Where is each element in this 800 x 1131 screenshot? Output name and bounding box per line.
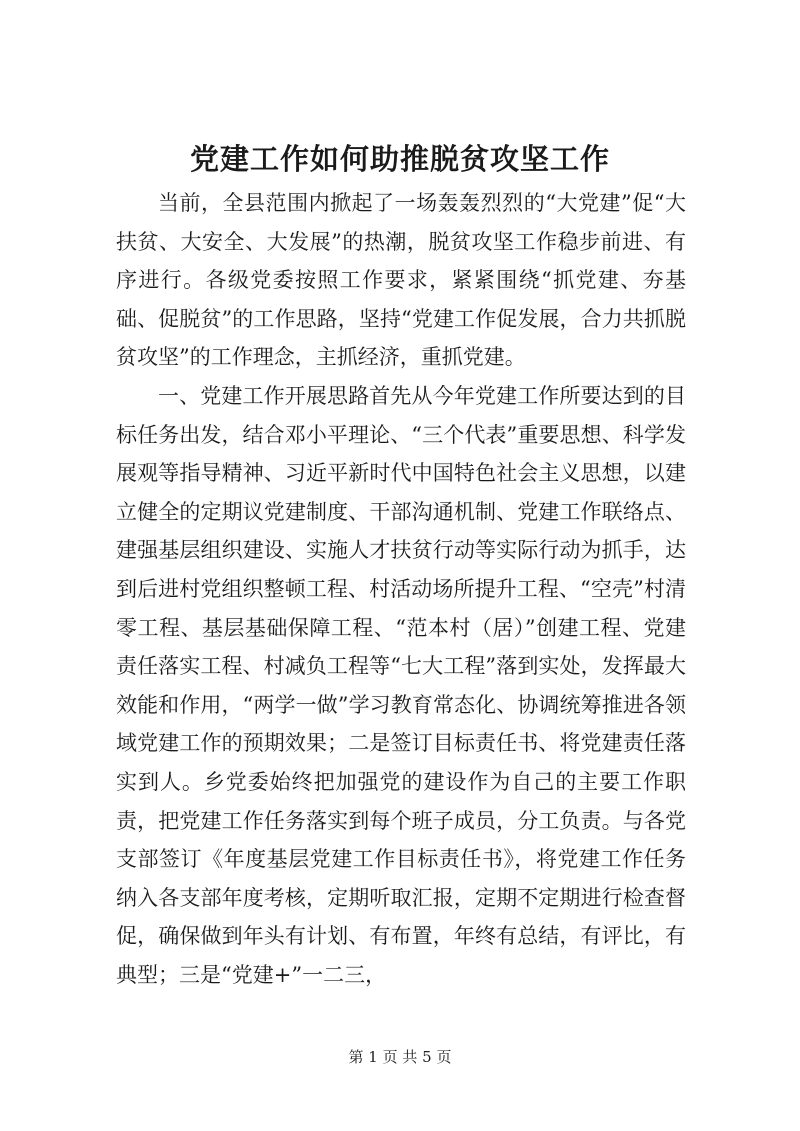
paragraph-section-one: 一、党建工作开展思路首先从今年党建工作所要达到的目标任务出发，结合邓小平理论、“三个代表”重要思想、科学发展观等指导精神、习近平新时代中国特色社会主义思想，以建立健全的定期议党建制度、干部沟通机制、党建工作联络点、建强基层组织建设、实施人才扶贫行动等实际行动为抓手，达到后进村党组织整顿工程、村活动场所提升工程、“空壳”村清零工程、基层基础保障工程、“范本村（居）”创建工程、党建责任落实工程、村减负工程等“七大工程”落到实处，发挥最大效能和作用，“两学一做”学习教育常态化、协调统筹推进各领域党建工作的预期效果；二是签订目标责任书、将党建责任落实到人。乡党委始终把加强党的建设作为自己的主要工作职责，把党建工作任务落实到每个班子成员，分工负责。与各党支部签订《年度基层党建工作目标责任书》，将党建工作任务纳入各支部年度考核，定期听取汇报，定期不定期进行检查督促，确保做到年头有计划、有布置，年终有总结，有评比，有典型；三是“党建+”一二三， bbox=[116, 383, 686, 987]
document-body bbox=[116, 184, 686, 994]
page-number-label: 第 1 页 共 5 页 bbox=[348, 1048, 452, 1066]
page-footer bbox=[0, 1047, 800, 1067]
document-title: 党建工作如何助推脱贫攻坚工作 bbox=[189, 142, 610, 176]
paragraph-intro: 当前，全县范围内掀起了一场轰轰烈烈的“大党建”促“大扶贫、大安全、大发展”的热潮，脱贫攻坚工作稳步前进、有序进行。各级党委按照工作要求，紧紧围绕“抓党建、夯基础、促脱贫”的工作思路，坚持“党建工作促发展，合力共抓脱贫攻坚”的工作理念，主抓经济，重抓党建。 bbox=[116, 191, 686, 370]
